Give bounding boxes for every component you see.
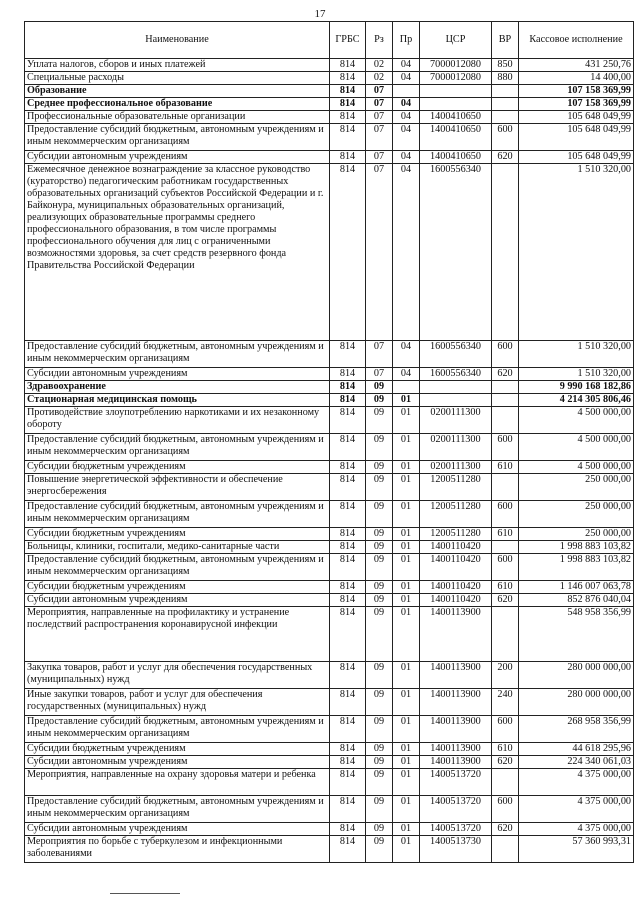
cell-pr: 01: [393, 796, 420, 823]
cell-name: Субсидии автономным учреждениям: [25, 756, 330, 769]
cell-pr: 01: [393, 434, 420, 461]
cell-vr: [492, 836, 519, 863]
cell-grbs: 814: [330, 581, 366, 594]
cell-pr: 01: [393, 474, 420, 501]
table-header-row: [25, 22, 634, 59]
cell-vr: 620: [492, 594, 519, 607]
cell-rz: 09: [366, 581, 393, 594]
cell-rz: 09: [366, 689, 393, 716]
cell-pr: 01: [393, 501, 420, 528]
cell-rz: 02: [366, 72, 393, 85]
cell-vr: 610: [492, 528, 519, 541]
cell-csr: 1400410650: [420, 151, 492, 164]
cell-vr: 610: [492, 743, 519, 756]
cell-csr: 1600556340: [420, 368, 492, 381]
cell-csr: 1600556340: [420, 341, 492, 368]
cell-rz: 07: [366, 368, 393, 381]
cell-name: Больницы, клиники, госпитали, медико-санитарные части: [25, 541, 330, 554]
cell-name: Предоставление субсидий бюджетным, автономным учреждениям и иным некоммерческим организациям: [25, 341, 330, 368]
table-row: [25, 743, 634, 756]
footer-rule: [110, 893, 180, 894]
cell-grbs: 814: [330, 528, 366, 541]
cell-pr: 01: [393, 541, 420, 554]
cell-amount: 4 375 000,00: [519, 823, 634, 836]
table-row: [25, 85, 634, 98]
table-row: [25, 381, 634, 394]
cell-grbs: 814: [330, 836, 366, 863]
cell-pr: 01: [393, 743, 420, 756]
cell-rz: 09: [366, 607, 393, 662]
cell-pr: 01: [393, 662, 420, 689]
cell-pr: 01: [393, 716, 420, 743]
cell-rz: 09: [366, 501, 393, 528]
header-grbs: ГРБС: [330, 22, 366, 59]
cell-grbs: 814: [330, 541, 366, 554]
table-row: [25, 528, 634, 541]
cell-rz: 07: [366, 341, 393, 368]
table-row: [25, 124, 634, 151]
cell-name: Субсидии автономным учреждениям: [25, 594, 330, 607]
cell-grbs: 814: [330, 607, 366, 662]
table-row: [25, 59, 634, 72]
cell-amount: 4 375 000,00: [519, 769, 634, 796]
table-row: [25, 72, 634, 85]
cell-rz: 09: [366, 407, 393, 434]
cell-name: Субсидии бюджетным учреждениям: [25, 461, 330, 474]
cell-csr: 1400113900: [420, 607, 492, 662]
cell-grbs: 814: [330, 594, 366, 607]
cell-csr: 1400410650: [420, 111, 492, 124]
cell-rz: 09: [366, 756, 393, 769]
cell-vr: [492, 607, 519, 662]
cell-pr: 01: [393, 461, 420, 474]
cell-grbs: 814: [330, 59, 366, 72]
cell-amount: 1 510 320,00: [519, 368, 634, 381]
cell-grbs: 814: [330, 111, 366, 124]
table-row: [25, 461, 634, 474]
cell-vr: 620: [492, 151, 519, 164]
cell-amount: 268 958 356,99: [519, 716, 634, 743]
table-row: [25, 689, 634, 716]
cell-amount: 1 510 320,00: [519, 341, 634, 368]
cell-vr: 620: [492, 823, 519, 836]
cell-amount: 107 158 369,99: [519, 98, 634, 111]
table-row: [25, 434, 634, 461]
cell-grbs: 814: [330, 341, 366, 368]
cell-rz: 09: [366, 769, 393, 796]
cell-csr: [420, 381, 492, 394]
cell-amount: 4 375 000,00: [519, 796, 634, 823]
table-row: [25, 394, 634, 407]
cell-grbs: 814: [330, 501, 366, 528]
cell-rz: 09: [366, 528, 393, 541]
cell-grbs: 814: [330, 72, 366, 85]
cell-amount: 105 648 049,99: [519, 124, 634, 151]
cell-vr: 850: [492, 59, 519, 72]
table-row: [25, 769, 634, 796]
cell-pr: [393, 85, 420, 98]
cell-amount: 57 360 993,31: [519, 836, 634, 863]
cell-pr: [393, 381, 420, 394]
cell-csr: 7000012080: [420, 72, 492, 85]
cell-amount: 280 000 000,00: [519, 689, 634, 716]
cell-amount: 44 618 295,96: [519, 743, 634, 756]
cell-pr: 01: [393, 769, 420, 796]
cell-pr: 01: [393, 836, 420, 863]
header-amount: Кассовое исполнение: [519, 22, 634, 59]
table-row: [25, 368, 634, 381]
table-row: [25, 823, 634, 836]
cell-pr: 01: [393, 607, 420, 662]
cell-grbs: 814: [330, 756, 366, 769]
cell-grbs: 814: [330, 716, 366, 743]
cell-pr: 04: [393, 111, 420, 124]
table-row: [25, 836, 634, 863]
cell-name: Предоставление субсидий бюджетным, автономным учреждениям и иным некоммерческим организациям: [25, 434, 330, 461]
cell-name: Специальные расходы: [25, 72, 330, 85]
cell-name: Повышение энергетической эффективности и обеспечение энергосбережения: [25, 474, 330, 501]
cell-rz: 09: [366, 554, 393, 581]
cell-rz: 07: [366, 151, 393, 164]
cell-pr: 01: [393, 689, 420, 716]
table-row: [25, 341, 634, 368]
cell-vr: 880: [492, 72, 519, 85]
cell-rz: 09: [366, 541, 393, 554]
cell-amount: 852 876 040,04: [519, 594, 634, 607]
cell-rz: 09: [366, 381, 393, 394]
table-row: [25, 501, 634, 528]
cell-amount: 1 146 007 063,78: [519, 581, 634, 594]
cell-pr: 01: [393, 528, 420, 541]
cell-pr: 01: [393, 581, 420, 594]
cell-pr: 01: [393, 823, 420, 836]
cell-csr: 1400513720: [420, 823, 492, 836]
cell-rz: 09: [366, 394, 393, 407]
cell-amount: 4 500 000,00: [519, 461, 634, 474]
cell-rz: 09: [366, 662, 393, 689]
cell-pr: 04: [393, 368, 420, 381]
cell-amount: 224 340 061,03: [519, 756, 634, 769]
cell-vr: 600: [492, 434, 519, 461]
cell-vr: [492, 541, 519, 554]
cell-name: Уплата налогов, сборов и иных платежей: [25, 59, 330, 72]
cell-amount: 1 998 883 103,82: [519, 554, 634, 581]
header-vr: ВР: [492, 22, 519, 59]
cell-name: Стационарная медицинская помощь: [25, 394, 330, 407]
cell-vr: 600: [492, 501, 519, 528]
cell-vr: [492, 111, 519, 124]
cell-amount: 250 000,00: [519, 501, 634, 528]
cell-name: Ежемесячное денежное вознаграждение за классное руководство (кураторство) педагогическим работникам государственных образовательных организаций субъектов Российской Федерации и г. Байконура, муниципальных образовательных организаций, реализующих образовательные программы среднего профессионального образования, в том числе программы профессионального обучения для лиц с ограниченными возможностями здоровья, за счет средств резервного фонда Правительства Российской Федерации: [25, 164, 330, 341]
cell-amount: 250 000,00: [519, 528, 634, 541]
cell-csr: 1400110420: [420, 541, 492, 554]
cell-csr: 1200511280: [420, 528, 492, 541]
cell-vr: [492, 769, 519, 796]
cell-csr: 1400113900: [420, 756, 492, 769]
cell-pr: 04: [393, 72, 420, 85]
cell-name: Субсидии бюджетным учреждениям: [25, 528, 330, 541]
cell-pr: 04: [393, 164, 420, 341]
table-row: [25, 716, 634, 743]
cell-csr: [420, 394, 492, 407]
cell-rz: 07: [366, 85, 393, 98]
cell-amount: 1 510 320,00: [519, 164, 634, 341]
table-row: [25, 554, 634, 581]
cell-vr: [492, 164, 519, 341]
cell-grbs: 814: [330, 85, 366, 98]
cell-grbs: 814: [330, 743, 366, 756]
cell-pr: 01: [393, 407, 420, 434]
table-row: [25, 111, 634, 124]
cell-name: Среднее профессиональное образование: [25, 98, 330, 111]
page-number: 17: [314, 8, 326, 20]
table-row: [25, 541, 634, 554]
cell-name: Субсидии автономным учреждениям: [25, 823, 330, 836]
cell-name: Закупка товаров, работ и услуг для обеспечения государственных (муниципальных) нужд: [25, 662, 330, 689]
cell-pr: 04: [393, 59, 420, 72]
cell-vr: 600: [492, 716, 519, 743]
cell-name: Профессиональные образовательные организации: [25, 111, 330, 124]
cell-rz: 09: [366, 474, 393, 501]
cell-csr: 1400113900: [420, 716, 492, 743]
cell-rz: 09: [366, 434, 393, 461]
cell-name: Мероприятия по борьбе с туберкулезом и инфекционными заболеваниями: [25, 836, 330, 863]
cell-csr: 1400113900: [420, 689, 492, 716]
cell-rz: 09: [366, 823, 393, 836]
cell-vr: [492, 85, 519, 98]
cell-name: Иные закупки товаров, работ и услуг для обеспечения государственных (муниципальных) нужд: [25, 689, 330, 716]
header-pr: Пр: [393, 22, 420, 59]
cell-grbs: 814: [330, 151, 366, 164]
cell-pr: 01: [393, 756, 420, 769]
cell-name: Субсидии автономным учреждениям: [25, 368, 330, 381]
cell-vr: 620: [492, 756, 519, 769]
cell-csr: [420, 98, 492, 111]
cell-csr: 1400410650: [420, 124, 492, 151]
cell-csr: 1200511280: [420, 474, 492, 501]
cell-vr: 240: [492, 689, 519, 716]
cell-csr: 0200111300: [420, 434, 492, 461]
cell-rz: 09: [366, 594, 393, 607]
cell-rz: 07: [366, 111, 393, 124]
cell-name: Предоставление субсидий бюджетным, автономным учреждениям и иным некоммерческим организациям: [25, 124, 330, 151]
cell-csr: 0200111300: [420, 461, 492, 474]
cell-amount: 4 500 000,00: [519, 434, 634, 461]
cell-grbs: 814: [330, 689, 366, 716]
cell-csr: 1400513720: [420, 769, 492, 796]
cell-name: Мероприятия, направленные на охрану здоровья матери и ребенка: [25, 769, 330, 796]
cell-grbs: 814: [330, 461, 366, 474]
cell-grbs: 814: [330, 769, 366, 796]
cell-name: Мероприятия, направленные на профилактику и устранение последствий распространения коронавирусной инфекции: [25, 607, 330, 662]
cell-pr: 01: [393, 594, 420, 607]
cell-name: Предоставление субсидий бюджетным, автономным учреждениям и иным некоммерческим организациям: [25, 796, 330, 823]
cell-grbs: 814: [330, 796, 366, 823]
cell-amount: 105 648 049,99: [519, 151, 634, 164]
cell-name: Предоставление субсидий бюджетным, автономным учреждениям и иным некоммерческим организациям: [25, 554, 330, 581]
cell-pr: 04: [393, 124, 420, 151]
cell-vr: [492, 407, 519, 434]
cell-pr: 04: [393, 98, 420, 111]
cell-name: Противодействие злоупотреблению наркотиками и их незаконному обороту: [25, 407, 330, 434]
cell-csr: 1400110420: [420, 594, 492, 607]
cell-csr: 1400113900: [420, 662, 492, 689]
cell-rz: 09: [366, 796, 393, 823]
cell-vr: [492, 98, 519, 111]
cell-csr: 1200511280: [420, 501, 492, 528]
table-row: [25, 796, 634, 823]
cell-vr: 610: [492, 581, 519, 594]
table-row: [25, 756, 634, 769]
cell-rz: 02: [366, 59, 393, 72]
cell-rz: 07: [366, 98, 393, 111]
cell-grbs: 814: [330, 474, 366, 501]
cell-grbs: 814: [330, 662, 366, 689]
cell-amount: 4 500 000,00: [519, 407, 634, 434]
cell-rz: 09: [366, 836, 393, 863]
cell-grbs: 814: [330, 554, 366, 581]
cell-rz: 09: [366, 716, 393, 743]
cell-csr: 1400113900: [420, 743, 492, 756]
table-row: [25, 407, 634, 434]
cell-vr: [492, 394, 519, 407]
cell-amount: 107 158 369,99: [519, 85, 634, 98]
cell-vr: 610: [492, 461, 519, 474]
cell-vr: 200: [492, 662, 519, 689]
cell-vr: [492, 381, 519, 394]
cell-grbs: 814: [330, 823, 366, 836]
cell-grbs: 814: [330, 381, 366, 394]
cell-csr: [420, 85, 492, 98]
cell-pr: 01: [393, 394, 420, 407]
cell-amount: 250 000,00: [519, 474, 634, 501]
cell-csr: 1400513720: [420, 796, 492, 823]
cell-grbs: 814: [330, 124, 366, 151]
cell-rz: 09: [366, 461, 393, 474]
table-row: [25, 662, 634, 689]
table-row: [25, 98, 634, 111]
cell-vr: [492, 474, 519, 501]
cell-amount: 4 214 305 806,46: [519, 394, 634, 407]
cell-amount: 1 998 883 103,82: [519, 541, 634, 554]
cell-vr: 600: [492, 341, 519, 368]
cell-amount: 548 958 356,99: [519, 607, 634, 662]
cell-csr: 1600556340: [420, 164, 492, 341]
header-csr: ЦСР: [420, 22, 492, 59]
cell-name: Образование: [25, 85, 330, 98]
cell-grbs: 814: [330, 368, 366, 381]
cell-name: Предоставление субсидий бюджетным, автономным учреждениям и иным некоммерческим организациям: [25, 501, 330, 528]
table-row: [25, 151, 634, 164]
cell-rz: 07: [366, 164, 393, 341]
cell-name: Предоставление субсидий бюджетным, автономным учреждениям и иным некоммерческим организациям: [25, 716, 330, 743]
cell-amount: 280 000 000,00: [519, 662, 634, 689]
cell-rz: 09: [366, 743, 393, 756]
cell-name: Субсидии автономным учреждениям: [25, 151, 330, 164]
cell-grbs: 814: [330, 434, 366, 461]
cell-vr: 600: [492, 554, 519, 581]
cell-vr: 600: [492, 796, 519, 823]
cell-grbs: 814: [330, 407, 366, 434]
cell-pr: 04: [393, 341, 420, 368]
cell-name: Субсидии бюджетным учреждениям: [25, 743, 330, 756]
cell-grbs: 814: [330, 164, 366, 341]
cell-vr: 620: [492, 368, 519, 381]
header-name: Наименование: [25, 22, 330, 59]
cell-amount: 105 648 049,99: [519, 111, 634, 124]
table-row: [25, 594, 634, 607]
cell-csr: 1400513730: [420, 836, 492, 863]
budget-execution-table: [24, 21, 634, 863]
header-rz: Рз: [366, 22, 393, 59]
cell-amount: 431 250,76: [519, 59, 634, 72]
table-row: [25, 607, 634, 662]
cell-csr: 7000012080: [420, 59, 492, 72]
table-row: [25, 474, 634, 501]
cell-pr: 01: [393, 554, 420, 581]
table-row: [25, 164, 634, 341]
cell-vr: 600: [492, 124, 519, 151]
cell-amount: 9 990 168 182,86: [519, 381, 634, 394]
cell-csr: 1400110420: [420, 554, 492, 581]
cell-amount: 14 400,00: [519, 72, 634, 85]
cell-name: Здравоохранение: [25, 381, 330, 394]
cell-grbs: 814: [330, 394, 366, 407]
cell-pr: 04: [393, 151, 420, 164]
cell-name: Субсидии бюджетным учреждениям: [25, 581, 330, 594]
table-row: [25, 581, 634, 594]
cell-csr: 0200111300: [420, 407, 492, 434]
cell-rz: 07: [366, 124, 393, 151]
cell-csr: 1400110420: [420, 581, 492, 594]
cell-grbs: 814: [330, 98, 366, 111]
